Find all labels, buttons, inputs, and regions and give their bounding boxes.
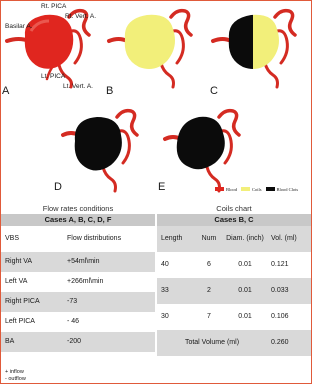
aneurysm-model-d (53, 105, 157, 193)
legend-clots (266, 187, 299, 192)
flow-vbs: Left VA (5, 278, 28, 285)
panel-a (1, 1, 105, 97)
note-inflow: + inflow (5, 369, 24, 375)
flow-vbs: Right PICA (5, 298, 40, 305)
flow-table-cases: Cases A, B, C, D, F (1, 214, 155, 226)
coils-diam: 0.01 (238, 287, 252, 294)
panel-letter-d: D (54, 181, 62, 193)
flow-col-distributions: Flow distributions (67, 235, 122, 242)
coils-length: 33 (161, 287, 169, 294)
legend-swatch-blood (215, 187, 224, 191)
aneurysm-sac (125, 15, 175, 69)
table-row (1, 312, 155, 332)
panel-b (105, 1, 209, 97)
coils-table-title: Coils chart (216, 204, 252, 213)
panel-letter-e: E (158, 181, 166, 193)
coils-col-vol: Vol. (ml) (271, 235, 297, 242)
table-row (157, 304, 311, 330)
legend-blood (215, 187, 237, 192)
table-row (1, 272, 155, 292)
coils-diam: 0.01 (238, 261, 252, 268)
label-lt-pica: Lt. PICA (41, 73, 66, 80)
flow-value: +266ml\min (67, 278, 104, 285)
legend-swatch-clots (266, 187, 275, 191)
aneurysm-model-b (105, 1, 209, 97)
legend-label-blood: Blood (226, 186, 238, 192)
flow-vbs: Left PICA (5, 318, 35, 325)
panel-c (209, 1, 312, 97)
label-rt-vert: Rt. Vert. A. (65, 13, 97, 20)
flow-vbs: BA (5, 338, 15, 345)
flow-col-vbs: VBS (5, 235, 20, 242)
panel-letter-c: C (210, 85, 218, 97)
coils-num: 2 (207, 287, 211, 294)
table-notes (5, 369, 26, 382)
coils-col-length: Length (161, 235, 183, 242)
aneurysm-sac (177, 117, 225, 169)
legend-swatch-coils (241, 187, 250, 191)
note-outflow: - outflow (5, 375, 26, 382)
coils-vol: 0.121 (271, 261, 289, 268)
aneurysm-model-e (157, 105, 261, 193)
flow-value: -73 (67, 298, 78, 305)
table-row (157, 278, 311, 304)
coils-total-label: Total Volume (ml) (184, 339, 240, 346)
flow-value: -200 (67, 338, 82, 345)
coils-diam: 0.01 (238, 313, 252, 320)
coils-total-row (157, 330, 311, 356)
label-basilar: Basilar A. (5, 23, 33, 30)
coils-total-value: 0.260 (271, 339, 289, 346)
label-lt-vert: Lt. Vert. A. (63, 83, 93, 90)
coils-table (157, 214, 311, 356)
legend-coils (241, 187, 262, 192)
aneurysm-sac (75, 117, 122, 171)
legend-label-clots: Blood Clots (276, 186, 299, 192)
coils-table-cases: Cases B, C (157, 214, 311, 226)
coils-vol: 0.106 (271, 313, 289, 320)
table-row (1, 332, 155, 352)
table-row (157, 252, 311, 278)
coils-col-num: Num (201, 235, 217, 242)
flow-table-colheader (1, 226, 155, 252)
coils-num: 6 (207, 261, 211, 268)
aneurysm-sac (209, 1, 312, 97)
coils-length: 30 (161, 313, 169, 320)
coils-length: 40 (161, 261, 169, 268)
panel-d (53, 105, 157, 193)
table-row (1, 292, 155, 312)
panel-letter-a: A (2, 85, 10, 97)
label-rt-pica: Rt. PICA (41, 3, 67, 10)
panel-letter-b: B (106, 85, 114, 97)
flow-vbs: Right VA (5, 258, 33, 265)
flow-value: +54ml\min (67, 258, 100, 265)
coils-num: 7 (207, 313, 211, 320)
table-row (1, 252, 155, 272)
aneurysm-model-c (209, 1, 312, 97)
coils-col-diam: Diam. (inch) (226, 235, 264, 242)
coils-table-colheader (157, 226, 311, 252)
flow-table-title: Flow rates conditions (42, 204, 114, 213)
panel-e (157, 105, 261, 193)
figure-legend (215, 185, 311, 193)
flow-table (1, 214, 155, 352)
flow-value: - 46 (67, 318, 80, 325)
legend-label-coils: Coils (252, 186, 262, 192)
coils-vol: 0.033 (271, 287, 289, 294)
